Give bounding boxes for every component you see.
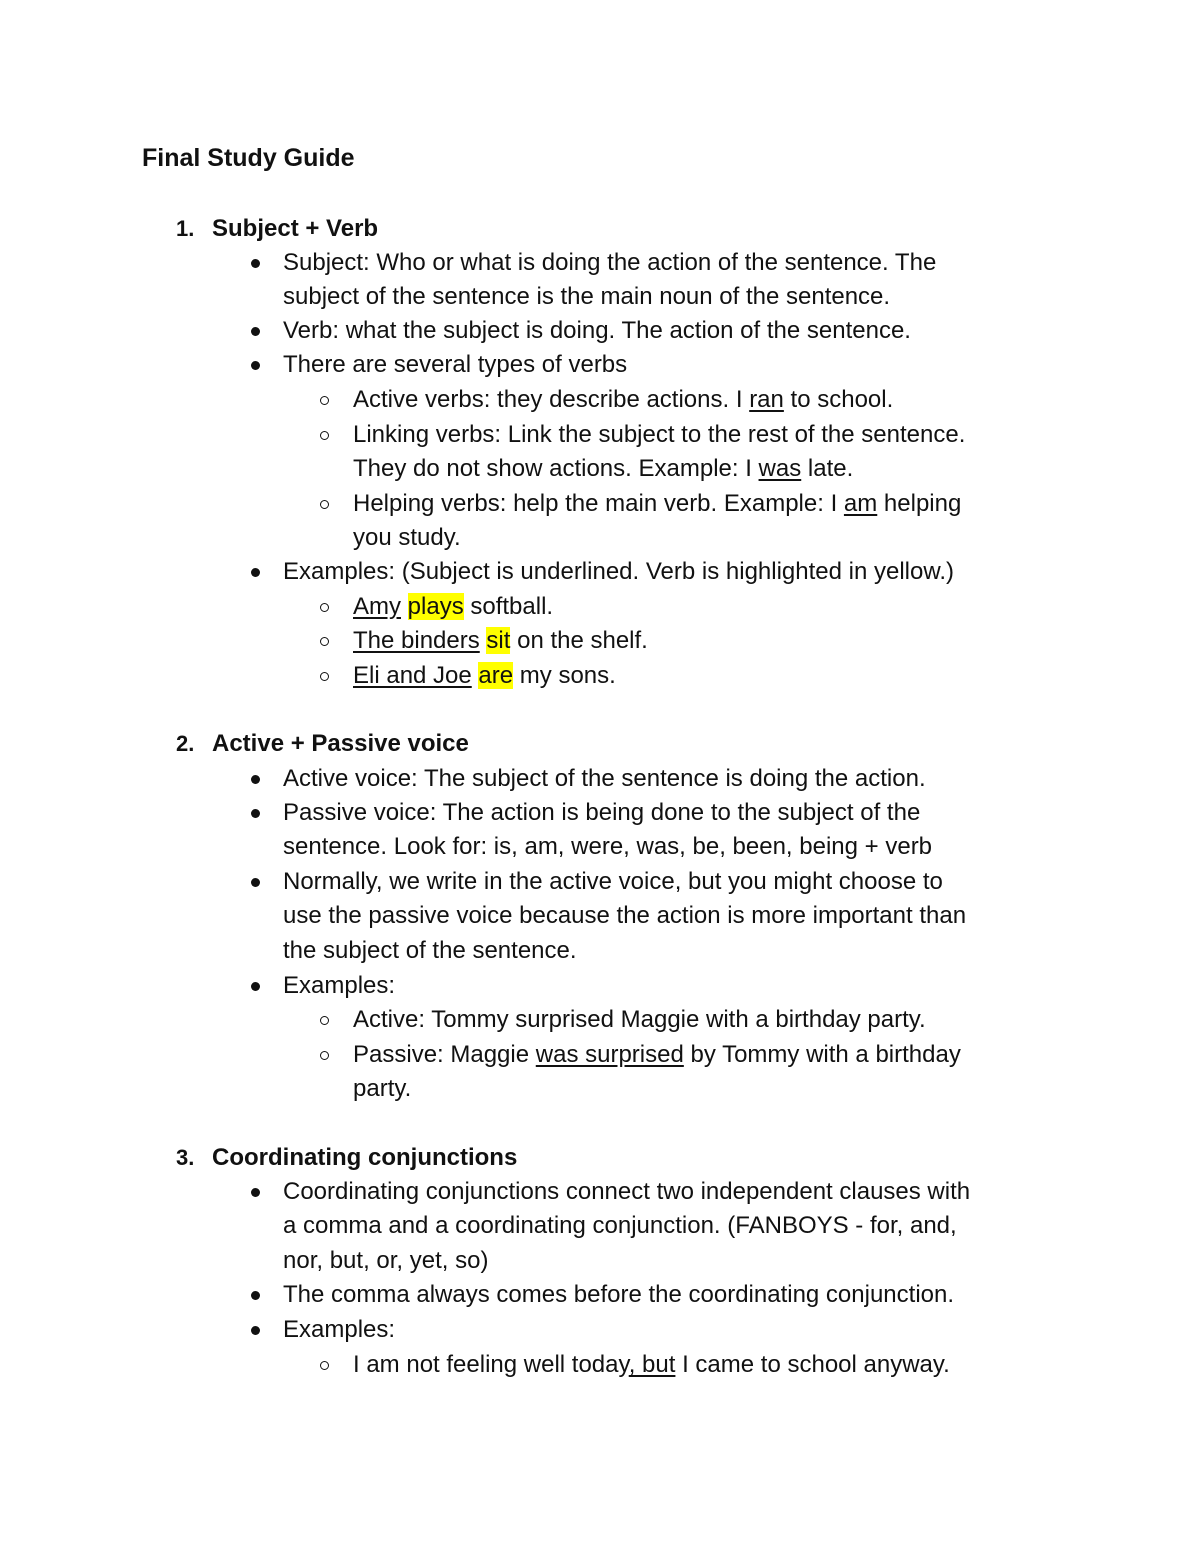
list-item: Normally, we write in the active voice, but you might choose to bbox=[283, 868, 943, 895]
verb-highlighted: sit bbox=[486, 627, 511, 654]
list-item: Verb: what the subject is doing. The action of the sentence. bbox=[283, 317, 911, 344]
section-title: Coordinating conjunctions bbox=[212, 1144, 518, 1171]
text-run: softball. bbox=[463, 593, 554, 620]
underlined-verb: was surprised bbox=[535, 1041, 684, 1068]
sub-bullet-icon bbox=[320, 500, 329, 509]
section-title: Active + Passive voice bbox=[212, 730, 469, 757]
page-title: Final Study Guide bbox=[142, 144, 355, 172]
bullet-icon bbox=[251, 982, 260, 991]
underlined-verb: am bbox=[843, 490, 878, 517]
bullet-icon bbox=[251, 568, 260, 577]
sub-bullet-icon bbox=[320, 637, 329, 646]
bullet-icon bbox=[251, 361, 260, 370]
underlined-verb: was bbox=[758, 455, 802, 482]
subject-underlined: Eli and Joe bbox=[353, 662, 472, 689]
sub-list-item bbox=[353, 487, 961, 521]
example-sentence bbox=[353, 659, 616, 693]
text-run: my sons. bbox=[513, 662, 616, 689]
bullet-icon bbox=[251, 809, 260, 818]
list-item-continuation: use the passive voice because the action is more important than bbox=[283, 902, 967, 929]
section-title: Subject + Verb bbox=[212, 215, 379, 242]
bullet-icon bbox=[251, 775, 260, 784]
list-item: Coordinating conjunctions connect two independent clauses with bbox=[283, 1178, 971, 1205]
sub-bullet-icon bbox=[320, 1051, 329, 1060]
subject-underlined: The binders bbox=[353, 627, 480, 654]
list-item: Examples: bbox=[283, 1316, 396, 1343]
subject-underlined: Amy bbox=[353, 593, 401, 620]
underlined-verb: ran bbox=[749, 386, 784, 413]
list-item: Active voice: The subject of the sentence is doing the action. bbox=[283, 765, 926, 792]
text-run: Active verbs: they describe actions. I bbox=[353, 386, 750, 413]
bullet-icon bbox=[251, 259, 260, 268]
text-run: late. bbox=[801, 455, 854, 482]
example-sentence bbox=[353, 590, 553, 624]
list-item: Subject: Who or what is doing the action of the sentence. The bbox=[283, 249, 937, 276]
text-run: helping bbox=[877, 490, 962, 517]
text-run: They do not show actions. Example: I bbox=[353, 455, 759, 482]
bullet-icon bbox=[251, 1188, 260, 1197]
list-item-continuation: a comma and a coordinating conjunction. (FANBOYS - for, and, bbox=[283, 1212, 957, 1239]
example-sentence bbox=[353, 1038, 961, 1072]
sub-bullet-icon bbox=[320, 396, 329, 405]
underlined-conjunction: , but bbox=[628, 1351, 676, 1378]
example-sentence: Active: Tommy surprised Maggie with a birthday party. bbox=[353, 1006, 926, 1033]
list-item-continuation: nor, but, or, yet, so) bbox=[283, 1247, 489, 1274]
verb-highlighted: plays bbox=[407, 593, 464, 620]
text-run: Helping verbs: help the main verb. Example: I bbox=[353, 490, 844, 517]
sub-bullet-icon bbox=[320, 431, 329, 440]
list-item: Passive voice: The action is being done to the subject of the bbox=[283, 799, 921, 826]
section-number: 3. bbox=[176, 1145, 195, 1170]
list-item: The comma always comes before the coordinating conjunction. bbox=[283, 1281, 955, 1308]
sub-list-item: Linking verbs: Link the subject to the rest of the sentence. bbox=[353, 421, 966, 448]
list-item: There are several types of verbs bbox=[283, 351, 628, 378]
text-run: by Tommy with a birthday bbox=[683, 1041, 961, 1068]
text-run: on the shelf. bbox=[510, 627, 648, 654]
text-run: Passive: Maggie bbox=[353, 1041, 536, 1068]
sub-bullet-icon bbox=[320, 1016, 329, 1025]
list-item: Examples: (Subject is underlined. Verb is highlighted in yellow.) bbox=[283, 558, 955, 585]
bullet-icon bbox=[251, 327, 260, 336]
example-sentence bbox=[353, 624, 648, 658]
list-item-continuation: sentence. Look for: is, am, were, was, be, been, being + verb bbox=[283, 833, 933, 860]
sub-list-item-continuation: you study. bbox=[353, 524, 461, 551]
text-run: I am not feeling well today bbox=[353, 1351, 629, 1378]
example-sentence bbox=[353, 1348, 950, 1382]
list-item-continuation: subject of the sentence is the main noun of the sentence. bbox=[283, 283, 891, 310]
section-number: 1. bbox=[176, 216, 195, 241]
sub-bullet-icon bbox=[320, 1361, 329, 1370]
sub-list-item-continuation bbox=[353, 452, 853, 486]
sub-list-item bbox=[353, 383, 893, 417]
bullet-icon bbox=[251, 1291, 260, 1300]
text-run: to school. bbox=[783, 386, 894, 413]
bullet-icon bbox=[251, 1326, 260, 1335]
text-run: I came to school anyway. bbox=[675, 1351, 950, 1378]
section-number: 2. bbox=[176, 731, 195, 756]
verb-highlighted: are bbox=[478, 662, 514, 689]
bullet-icon bbox=[251, 878, 260, 887]
example-sentence-continuation: party. bbox=[353, 1075, 412, 1102]
list-item-continuation: the subject of the sentence. bbox=[283, 937, 577, 964]
list-item: Examples: bbox=[283, 972, 396, 999]
sub-bullet-icon bbox=[320, 603, 329, 612]
sub-bullet-icon bbox=[320, 672, 329, 681]
